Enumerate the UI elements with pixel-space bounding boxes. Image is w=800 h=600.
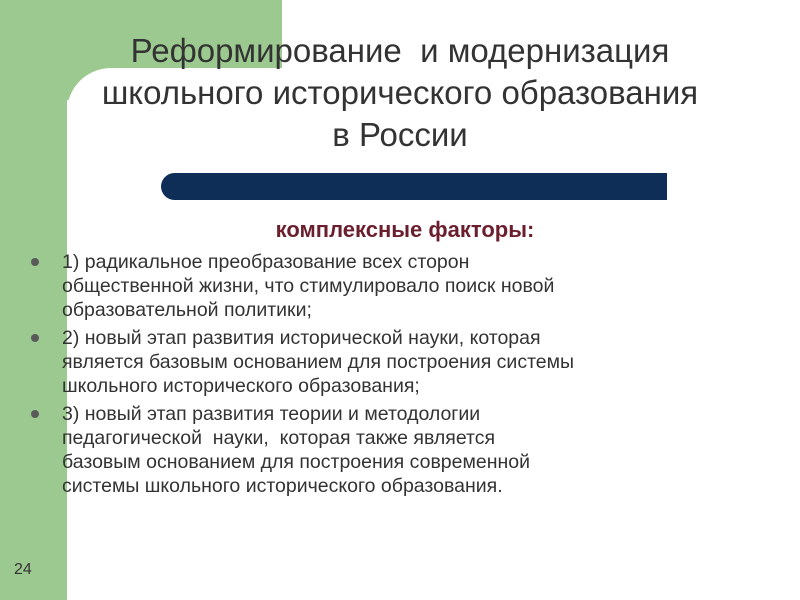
- list-item-line: базовым основанием для построения современной: [62, 451, 531, 473]
- title-line: школьного исторического образования: [101, 74, 699, 111]
- title-line: Реформирование и модернизация: [130, 32, 670, 69]
- list-item-text: [62, 326, 768, 398]
- slide-title: [40, 30, 760, 156]
- page-number: 24: [14, 561, 32, 578]
- list-item-line: 3) новый этап развития теории и методологии: [62, 403, 481, 425]
- bullet-icon: [31, 410, 39, 418]
- bullet-icon: [31, 334, 39, 342]
- list-item-line: системы школьного исторического образования.: [62, 475, 503, 497]
- list-item-line: 2) новый этап развития исторической науки, которая: [62, 327, 541, 349]
- list-item-line: педагогической науки, которая также является: [62, 427, 496, 449]
- list-item-text: [62, 402, 768, 498]
- title-divider-bar: [161, 173, 667, 200]
- list-item: [28, 402, 768, 498]
- factors-list: [28, 250, 768, 502]
- list-item-line: является базовым основанием для построения системы: [62, 351, 575, 373]
- list-item: [28, 250, 768, 322]
- list-item-line: школьного исторического образования;: [62, 375, 420, 397]
- list-item-line: образовательной политики;: [62, 299, 312, 321]
- slide-subtitle: комплексные факторы:: [275, 217, 535, 242]
- list-item: [28, 326, 768, 398]
- title-line: в России: [332, 116, 468, 153]
- list-item-line: общественной жизни, что стимулировало поиск новой: [62, 275, 555, 297]
- list-item-line: 1) радикальное преобразование всех сторон: [62, 251, 470, 273]
- list-item-text: [62, 250, 768, 322]
- bullet-icon: [31, 258, 39, 266]
